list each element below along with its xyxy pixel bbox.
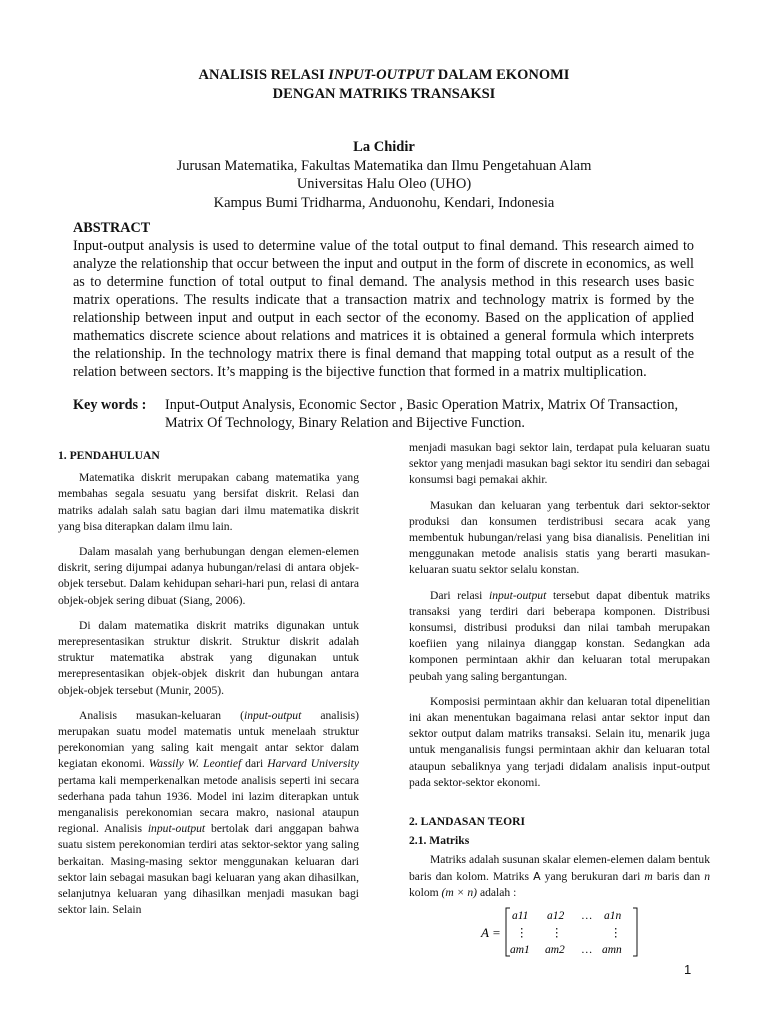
paragraph: Komposisi permintaan akhir dan keluaran total dipenelitian ini akan menentukan bagaimana relasi antar sektor input dan sektor output dalam matriks transaksi. Selain itu, menarik juga untuk menganalisis fungsi permintaan akhir dan keluaran total ataupun sebaliknya yang terjadi didalam analisis input-output pada sektor-sektor ekonomi.: [409, 694, 710, 789]
title-line-2: DENGAN MATRIKS TRANSAKSI: [272, 86, 496, 102]
author-campus: Kampus Bumi Tridharma, Anduonohu, Kendari, Indonesia: [213, 194, 555, 211]
section-1-heading: 1. PENDAHULUAN: [58, 449, 160, 462]
page-number: 1: [684, 962, 692, 977]
abstract-heading: ABSTRACT: [73, 220, 151, 236]
matrix-vdots: ⋮: [610, 927, 622, 940]
matrix-cell: a11: [512, 910, 529, 923]
paragraph: Matematika diskrit merupakan cabang matematika yang membahas segala sesuatu yang bersifat diskrit. Relasi dan matriks adalah salah satu bagian dari ilmu matematika diskrit yang bisa diterapkan dalam ilmu lain.: [58, 471, 359, 533]
keywords-text: Input-Output Analysis, Economic Sector , Basic Operation Matrix, Matrix Of Transaction, Matrix Of Technology, Binary Relation and Bijective Function.: [165, 397, 679, 431]
paper-title: [0, 66, 768, 104]
matrix-right-bracket: [633, 908, 637, 956]
title-line-1: ANALISIS RELASI INPUT-OUTPUT DALAM EKONOMI: [198, 67, 570, 83]
author-department: Jurusan Matematika, Fakultas Matematika dan Ilmu Pengetahuan Alam: [176, 157, 592, 174]
matrix-cell: …: [581, 944, 593, 957]
abstract-section: [73, 219, 694, 381]
paragraph: Analisis masukan-keluaran (input-output analisis) merupakan suatu model matematis untuk menelaah struktur perekonomian yang saling kait mengait antar sektor dalam kegiatan ekonomi. Wassily W. Leontief dari Harvard University pertama kali memperkenalkan metode analisis seperti ini secara sederhana pada tahun 1936. Model ini lazim diterapkan untuk menganalisis perekonomian secara makro, nasional ataupun regional. Analisis input-output bertolak dari anggapan bahwa suatu sistem perekonomian terdiri atas sektor-sektor yang saling berkaitan. Masing-masing sektor menggunakan keluaran dari sektor lain sebagai masukan bagi keluaran yang akan dihasilkan, selanjutnya keluaran yang dihasilkan menjadi masukan bagi sektor lain. Selain: [58, 708, 359, 917]
matrix-vdots: ⋮: [516, 927, 528, 940]
author-university: Universitas Halu Oleo (UHO): [296, 176, 472, 192]
matrix-cell: a1n: [604, 910, 622, 923]
matrix-vdots: ⋮: [551, 927, 563, 940]
matrix-cell: amn: [602, 944, 622, 957]
paragraph: Dari relasi input-output tersebut dapat dibentuk matriks transaksi yang terdiri dari beberapa komponen. Distribusi konsumsi, distribusi produksi dan nilai tambah merupakan koefiien yang nilainya dianggap konstan. Sedangkan ada komponen permintaan akhir dan keluaran total merupakan peubah yang saling bergantungan.: [409, 588, 710, 683]
paragraph: Masukan dan keluaran yang terbentuk dari sektor-sektor produksi dan konsumen terdistribusi secara acak yang membentuk hubungan/relasi yang bisa dianalisis. Penelitian ini menggunakan metode analisis statis yang berarti masukan-keluaran suatu sektor selalu konstan.: [409, 498, 710, 577]
author-block: [0, 138, 768, 212]
matrix-cell: am1: [510, 944, 530, 957]
paragraph: Matriks adalah susunan skalar elemen-elemen dalam bentuk baris dan kolom. Matriks A yang berukuran dari m baris dan n kolom (m × n) adalah :: [409, 853, 710, 899]
author-name: La Chidir: [353, 139, 415, 155]
matrix-figure: [477, 903, 647, 961]
matrix-cell: …: [581, 910, 593, 923]
paragraph: Dalam masalah yang berhubungan dengan elemen-elemen diskrit, sering dijumpai adanya hubungan/relasi di antara objek-objek tersebut. Dalam kehidupan sehari-hari pun, relasi di antara objek-objek sering dibuat (Siang, 2006).: [58, 545, 359, 607]
matrix-cell: a12: [547, 910, 565, 923]
abstract-text: Input-output analysis is used to determine value of the total output to final demand. This research aimed to analyze the relationship that occur between the input and output in the form of discrete in economics, as well as to determine function of total output to final demand. The analysis method in this research uses basic matrix operations. The results indicate that a transaction matrix and technology matrix is formed by the relationship between input and output in each sector of the economy. Based on the application of applied mathematics discrete science about relations and matrices it is obtained a general formula which interprets the relationship. In the technology matrix there is final demand that mapping total output as a result of the relation between sectors. It’s mapping is the bijective function that formed in a matrix multiplication.: [73, 238, 694, 380]
section-2-heading: 2. LANDASAN TEORI: [409, 815, 526, 829]
subsection-2-1-heading: 2.1. Matriks: [409, 834, 470, 848]
right-column: [409, 440, 710, 959]
paragraph: menjadi masukan bagi sektor lain, terdapat pula keluaran suatu sektor yang menjadi masukan bagi sektor itu sendiri dan sebagai konsumsi bagi pemakai akhir.: [409, 441, 710, 487]
keywords-label: Key words :: [73, 397, 147, 413]
paragraph: Di dalam matematika diskrit matriks digunakan untuk merepresentasikan struktur diskrit. Struktur diskrit adalah struktur matematika abstrak yang digunakan untuk merepresentasikan objek-objek diskrit dan hubungan antara objek-objek tersebut (Munir, 2005).: [58, 618, 359, 697]
matrix-equation: [409, 903, 710, 959]
matrix-lhs: A =: [481, 925, 501, 941]
matrix-cell: am2: [545, 944, 565, 957]
keywords-section: [73, 396, 694, 432]
left-column: [58, 448, 359, 927]
